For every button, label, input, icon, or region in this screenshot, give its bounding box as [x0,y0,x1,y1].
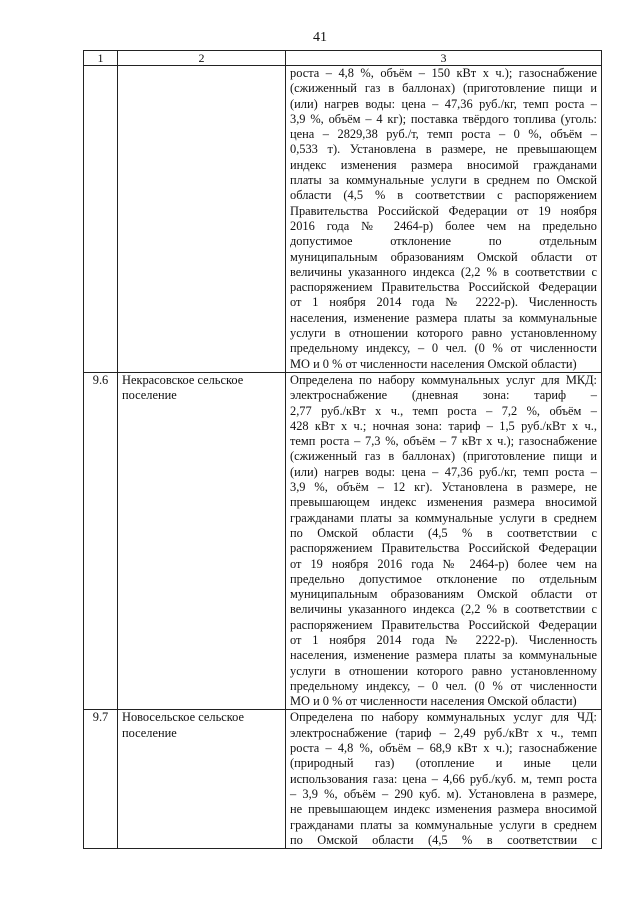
description-line: 428 кВт х ч.; ночная зона: тариф – 1,5 руб./кВт х ч., [290,418,597,433]
description-line: гражданами платы за коммунальные услуги в среднем [290,817,597,832]
description-line: (или) нагрев воды: цена – 47,36 руб./кг, темп роста – [290,464,597,479]
description-line: использования газа: цена – 4,66 руб./куб. м, темп роста [290,771,597,786]
description-line: цена – 2829,38 руб./т, темп роста – 0 %, объём – [290,127,597,142]
description-line: Определена по набору коммунальных услуг для ЧД: [290,710,597,725]
tariff-table [83,50,602,849]
row-description [286,372,602,710]
settlement-name: Новосельское сельское поселение [118,710,286,849]
description-line: 3,9 %, объём – 12 кг). Установлена в размере, не [290,480,597,495]
description-line: роста – 4,8 %, объём – 150 кВт х ч.); газоснабжение [290,66,597,80]
row-number: 9.7 [84,710,118,849]
description-line: величины указанного индекса (2,2 % в соответствии с [290,602,597,617]
description-line: МО и 0 % от численности населения Омской области) [290,694,577,709]
description-line: населения, изменение размера платы за коммунальные [290,310,597,325]
description-line: предельному индексу, – 0 чел. (0 % от численности [290,341,597,356]
description-line: по Омской области (4,5 % в соответствии с [290,525,597,540]
description-line: предельно допустимое отклонение по отдельным [290,571,597,586]
description-line: темп роста – 7,3 %, объём – 7 кВт х ч.); газоснабжение [290,434,597,449]
description-line: распоряжением Правительства Российской Федерации [290,617,597,632]
description-line: 0,533 т). Установлена в размере, не превышающем [290,142,597,157]
description-line: муниципальным образованиям Омской области от [290,249,597,264]
description-line: гражданами платы за коммунальные услуги в среднем [290,510,597,525]
header-cell-3: 3 [286,51,602,66]
description-line: роста – 4,8 %, объём – 68,9 кВт х ч.); газоснабжение [290,741,597,756]
row-description [286,710,602,849]
description-line: 2016 года № 2464-р) более чем на предельно [290,218,597,233]
description-line: муниципальным образованиям Омской области от [290,587,597,602]
header-cell-1: 1 [84,51,118,66]
table-row [84,710,602,849]
description-line: электроснабжение (дневная зона: тариф – [290,388,597,403]
settlement-name [118,66,286,373]
table-row [84,66,602,373]
description-line: распоряжением Правительства Российской Федерации [290,280,597,295]
description-line: услуги в отношении которого равно установленному [290,663,597,678]
description-line: 2,77 руб./кВт х ч., темп роста – 7,2 %, объём – [290,403,597,418]
description-line: (сжиженный газ в баллонах) (приготовление пищи и [290,449,597,464]
description-line: предельному индексу, – 0 чел. (0 % от численности [290,678,597,693]
description-line: индекс изменения размера вносимой гражданами [290,157,597,172]
description-line: (сжиженный газ в баллонах) (приготовление пищи и [290,81,597,96]
description-line: допустимое отклонение по отдельным [290,234,597,249]
description-line: от 1 ноября 2014 года № 2222-р). Численность [290,295,597,310]
description-line: по Омской области (4,5 % в соответствии с [290,832,597,847]
description-line: (или) нагрев воды: цена – 47,36 руб./кг, темп роста – [290,96,597,111]
table-header-row [84,51,602,66]
description-line: электроснабжение (тариф – 2,49 руб./кВт х ч., темп [290,725,597,740]
row-number [84,66,118,373]
description-line: населения, изменение размера платы за коммунальные [290,648,597,663]
description-line: МО и 0 % от численности населения Омской области) [290,356,577,371]
settlement-name: Некрасовское сельское поселение [118,372,286,710]
row-number: 9.6 [84,372,118,710]
description-line: Определена по набору коммунальных услуг для МКД: [290,372,597,387]
header-cell-2: 2 [118,51,286,66]
description-line: платы за коммунальные услуги в среднем по Омской [290,173,597,188]
description-line: от 1 ноября 2014 года № 2222-р). Численность [290,632,597,647]
description-line: 3,9 %, объём – 4 кг); поставка твёрдого топлива (уголь: [290,111,597,126]
description-line: услуги в отношении которого равно установленному [290,326,597,341]
row-description [286,66,602,373]
description-line: не превышающем индекс изменения размера вносимой [290,802,597,817]
description-line: Правительства Российской Федерации от 19 ноября [290,203,597,218]
description-line: – 3,9 %, объём – 290 куб. м). Установлена в размере, [290,786,597,801]
table-row [84,372,602,710]
page-number: 41 [313,30,327,45]
description-line: области (4,5 % в соответствии с распоряжением [290,188,597,203]
description-line: (природный газ) (отопление и иные цели [290,756,597,771]
description-line: распоряжением Правительства Российской Федерации [290,541,597,556]
description-line: от 19 ноября 2016 года № 2464-р) более чем на [290,556,597,571]
description-line: величины указанного индекса (2,2 % в соответствии с [290,264,597,279]
description-line: превышающем индекс изменения размера вносимой [290,495,597,510]
